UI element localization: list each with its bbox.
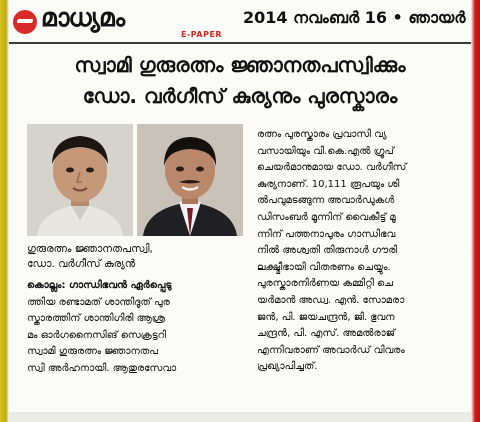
article-body-left-column [27, 278, 249, 378]
body-line: കൊല്ലം: ഗാന്ധിഭവൻ ഏർപ്പെടു [27, 280, 172, 291]
headline-line-2: ഡോ. വർഗീസ് കുര്യനും പുരസ്കാരം [82, 84, 398, 108]
article-body-right-column [257, 127, 463, 376]
body-line: ലക്ഷ്മീഭായി വിതരണം ചെയ്യും. [257, 261, 391, 273]
body-line: ത്തിയ രണ്ടാമത് ശാന്തിദൂത് പുര [27, 296, 170, 308]
issue-date: 2014 നവംബർ 16 • ഞായർ [243, 8, 466, 27]
body-line: രത്നം പുരസ്കാരം പ്രവാസി വ്യ [257, 129, 387, 140]
body-line: വസായിയും വി.കെ.എൽ ഗ്രൂപ് [257, 145, 394, 157]
photo-varghese-kurian [137, 124, 243, 236]
body-line: യർമാൻ അഡ്വ. എൻ. സോമരാ [257, 294, 405, 306]
body-line: മം ഓർഗനൈസിങ് സെക്രട്ടറി [27, 329, 167, 341]
body-line: ന്നിന് പത്തനാപുരം ഗാന്ധിഭവ [257, 228, 396, 240]
headline-line-1: സ്വാമി ഗുരുരത്നം ജ്ഞാനതപസ്വിക്കും [74, 53, 406, 77]
body-line: സ്വാമി ഗുരുരത്നം ജ്ഞാനതപ [27, 346, 158, 358]
body-line: ചന്ദ്രൻ, പി. എസ്. അമൽരാജ് [257, 328, 396, 340]
newspaper-logo: മാധ്യമം [41, 3, 125, 32]
body-line: നിൽ അശ്വതി തിരുനാൾ ഗൗരി [257, 245, 398, 257]
page-bottom-edge [9, 412, 471, 422]
madhyamam-logo-icon [13, 10, 37, 34]
body-line: ൽപവുമടങ്ങുന്ന അവാർഡുകൾ [257, 195, 395, 207]
photo-caption-line-1: ഗുരുരത്നം ജ്ഞാനതപസ്വി, [27, 243, 153, 255]
body-line: ജൻ, പി. ജയചന്ദ്രൻ, ജി. ഭുവന [257, 311, 395, 323]
body-line: കുര്യനാണ്. 10,111 രൂപയും ശി [257, 178, 400, 190]
body-line: പ്രഖ്യാപിച്ചത്. [257, 361, 318, 373]
body-line: പുരസ്കാരനിർണയ കമ്മിറ്റി ചെ [257, 278, 393, 290]
photo-gururatnam [27, 124, 133, 236]
body-line: എന്നിവരാണ് അവാർഡ് വിവരം [257, 344, 405, 356]
masthead [9, 0, 471, 44]
epaper-label: E-PAPER [181, 30, 223, 39]
body-line: ഡിസംബർ മൂന്നിന് വൈകീട്ട് മൂ [257, 211, 396, 223]
body-line: സ്കാരത്തിന് ശാന്തിഗിരി ആശ്ര [27, 313, 166, 325]
photo-caption-line-2: ഡോ. വർഗീസ് കുര്യൻ [27, 258, 136, 270]
body-line: സ്വി അർഹനായി. ആതുരസേവാ [27, 362, 177, 374]
newspaper-clipping [9, 0, 471, 422]
body-line: ചെയർമാനുമായ ഡോ. വർഗീസ് [257, 162, 407, 174]
